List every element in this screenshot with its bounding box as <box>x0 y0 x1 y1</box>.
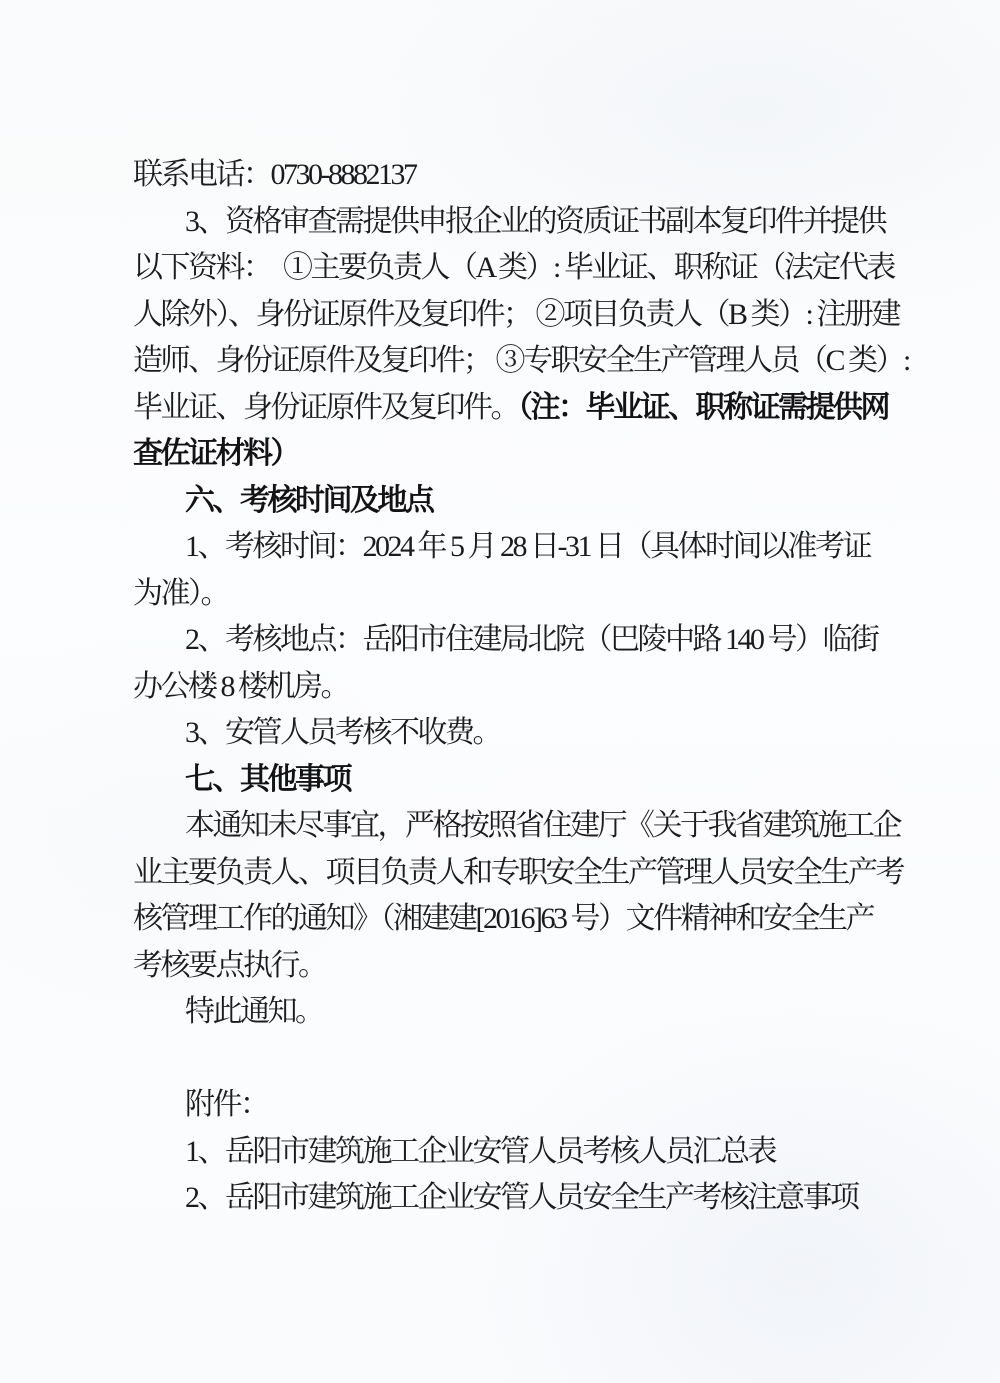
qualification-review-line-1: 3、资格审查需提供申报企业的资质证书副本复印件并提供 <box>185 204 885 238</box>
section-six-heading: 六、考核时间及地点 <box>185 483 433 517</box>
attachment-item-1: 1、岳阳市建筑施工企业安管人员考核人员汇总表 <box>185 1134 775 1168</box>
section-seven-body-line-4: 考核要点执行。 <box>133 948 326 982</box>
qualification-review-line-4: 造师、身份证原件及复印件； ③专职安全生产管理人员（C 类）: <box>133 344 909 377</box>
attachment-item-2: 2、岳阳市建筑施工企业安管人员安全生产考核注意事项 <box>185 1181 858 1214</box>
assessment-fee-line: 3、安管人员考核不收费。 <box>185 716 500 749</box>
closing-line: 特此通知。 <box>185 995 323 1028</box>
contact-phone-line: 联系电话：0730-8882137 <box>133 158 416 191</box>
assessment-time-line-1: 1、考核时间：2024 年 5 月 28 日-31 日（具体时间以准考证 <box>185 530 870 563</box>
blank-line <box>133 1036 923 1083</box>
qualification-review-line-5-normal: 毕业证、身份证原件及复印件。 <box>133 390 518 424</box>
assessment-place-line-1: 2、考核地点：岳阳市住建局北院（巴陵中路 140 号）临街 <box>185 623 878 656</box>
network-verification-note-continued: 查佐证材料） <box>133 437 298 470</box>
notice-body <box>133 152 923 1222</box>
assessment-place-line-2: 办公楼 8 楼机房。 <box>133 669 348 703</box>
section-seven-body-line-2: 业主要负责人、项目负责人和专职安全生产管理人员安全生产考 <box>133 855 903 889</box>
qualification-review-line-3: 人除外）、身份证原件及复印件； ②项目负责人（B 类）: 注册建 <box>133 297 899 331</box>
section-seven-body-line-3: 核管理工作的通知》（湘建建[2016]63 号）文件精神和安全生产 <box>133 902 873 935</box>
section-seven-body-line-1: 本通知未尽事宜，严格按照省住建厅《关于我省建筑施工企 <box>185 809 900 842</box>
qualification-review-line-5 <box>133 385 923 432</box>
network-verification-note: （注：毕业证、职称证需提供网 <box>518 390 888 424</box>
assessment-time-line-2: 为准）。 <box>133 576 228 610</box>
qualification-review-line-2: 以下资料： ①主要负责人（A 类）: 毕业证、职称证（法定代表 <box>133 251 894 284</box>
section-seven-heading: 七、其他事项 <box>185 762 350 796</box>
attachments-label: 附件： <box>185 1088 268 1121</box>
